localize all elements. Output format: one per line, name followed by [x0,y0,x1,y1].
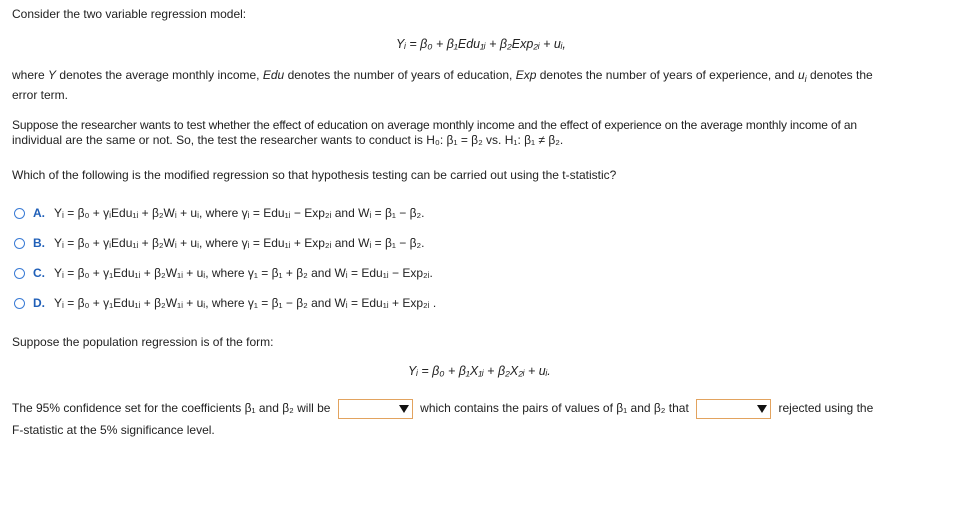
researcher-text-line2: individual are the same or not. So, the test the researcher wants to conduct is H₀: β₁ = β₂ vs. H₁: β₁ ≠ β₂. [12,133,564,147]
radio-c[interactable] [14,268,25,279]
confidence-set-line2: F-statistic at the 5% significance level. [12,423,215,437]
researcher-text-line1: Suppose the researcher wants to test whether the effect of education on average monthly income and the effect of experience on the average monthly income of an [12,118,857,132]
option-b[interactable] [14,236,425,250]
radio-d[interactable] [14,298,25,309]
dropdown-2-arrow-icon[interactable] [755,401,769,417]
conf-text-1: The 95% confidence set for the coefficients β₁ and β₂ will be [12,401,331,415]
question-text: Which of the following is the modified regression so that hypothesis testing can be carried out using the t-statistic? [12,168,617,182]
var-y: Y [48,68,57,82]
where-text-d: denotes the [809,68,873,82]
conf-text-2: which contains the pairs of values of β₁ and β₂ that [420,401,689,415]
population-equation: Yᵢ = β₀ + β₁X₁ᵢ + β₂X₂ᵢ + uᵢ. [408,364,551,378]
radio-a[interactable] [14,208,25,219]
confidence-set-sentence [12,397,873,419]
option-d-text: Yᵢ = β₀ + γ₁Edu₁ᵢ + β₂W₁ᵢ + uᵢ, where γ₁ = β₁ − β₂ and Wᵢ = Edu₁ᵢ + Exp₂ᵢ . [54,296,437,310]
option-c[interactable] [14,266,433,280]
option-a[interactable] [14,206,425,220]
radio-b[interactable] [14,238,25,249]
where-text-b: denotes the number of years of education, [287,68,513,82]
variable-definitions [12,68,873,83]
dropdown-1-arrow-icon[interactable] [397,401,411,417]
option-b-text: Yᵢ = β₀ + γᵢEdu₁ᵢ + β₂Wᵢ + uᵢ, where γᵢ = Edu₁ᵢ + Exp₂ᵢ and Wᵢ = β₁ − β₂. [54,236,425,250]
model-equation: Yᵢ = β₀ + β₁Edu₁ᵢ + β₂Exp₂ᵢ + uᵢ, [396,37,566,51]
variable-definitions-line2: error term. [12,88,69,102]
option-a-text: Yᵢ = β₀ + γᵢEdu₁ᵢ + β₂Wᵢ + uᵢ, where γᵢ = Edu₁ᵢ − Exp₂ᵢ and Wᵢ = β₁ − β₂. [54,206,425,220]
dropdown-confidence-shape[interactable] [338,399,413,419]
option-c-label: C. [33,266,45,280]
option-c-text: Yᵢ = β₀ + γ₁Edu₁ᵢ + β₂W₁ᵢ + uᵢ, where γ₁ = β₁ + β₂ and Wᵢ = Edu₁ᵢ − Exp₂ᵢ. [54,266,433,280]
where-prefix: where [12,68,45,82]
where-text-a: denotes the average monthly income, [59,68,260,82]
conf-text-3: rejected using the [778,401,874,415]
option-d[interactable] [14,296,436,310]
population-intro: Suppose the population regression is of the form: [12,335,274,349]
option-b-label: B. [33,236,45,250]
var-exp: Exp [515,68,537,82]
where-text-c: denotes the number of years of experience, and [539,68,795,82]
option-a-label: A. [33,206,45,220]
dropdown-rejected[interactable] [696,399,771,419]
var-u: $u_i$ [797,68,807,84]
option-d-label: D. [33,296,45,310]
var-edu: Edu [262,68,285,82]
intro-text: Consider the two variable regression model: [12,7,247,21]
